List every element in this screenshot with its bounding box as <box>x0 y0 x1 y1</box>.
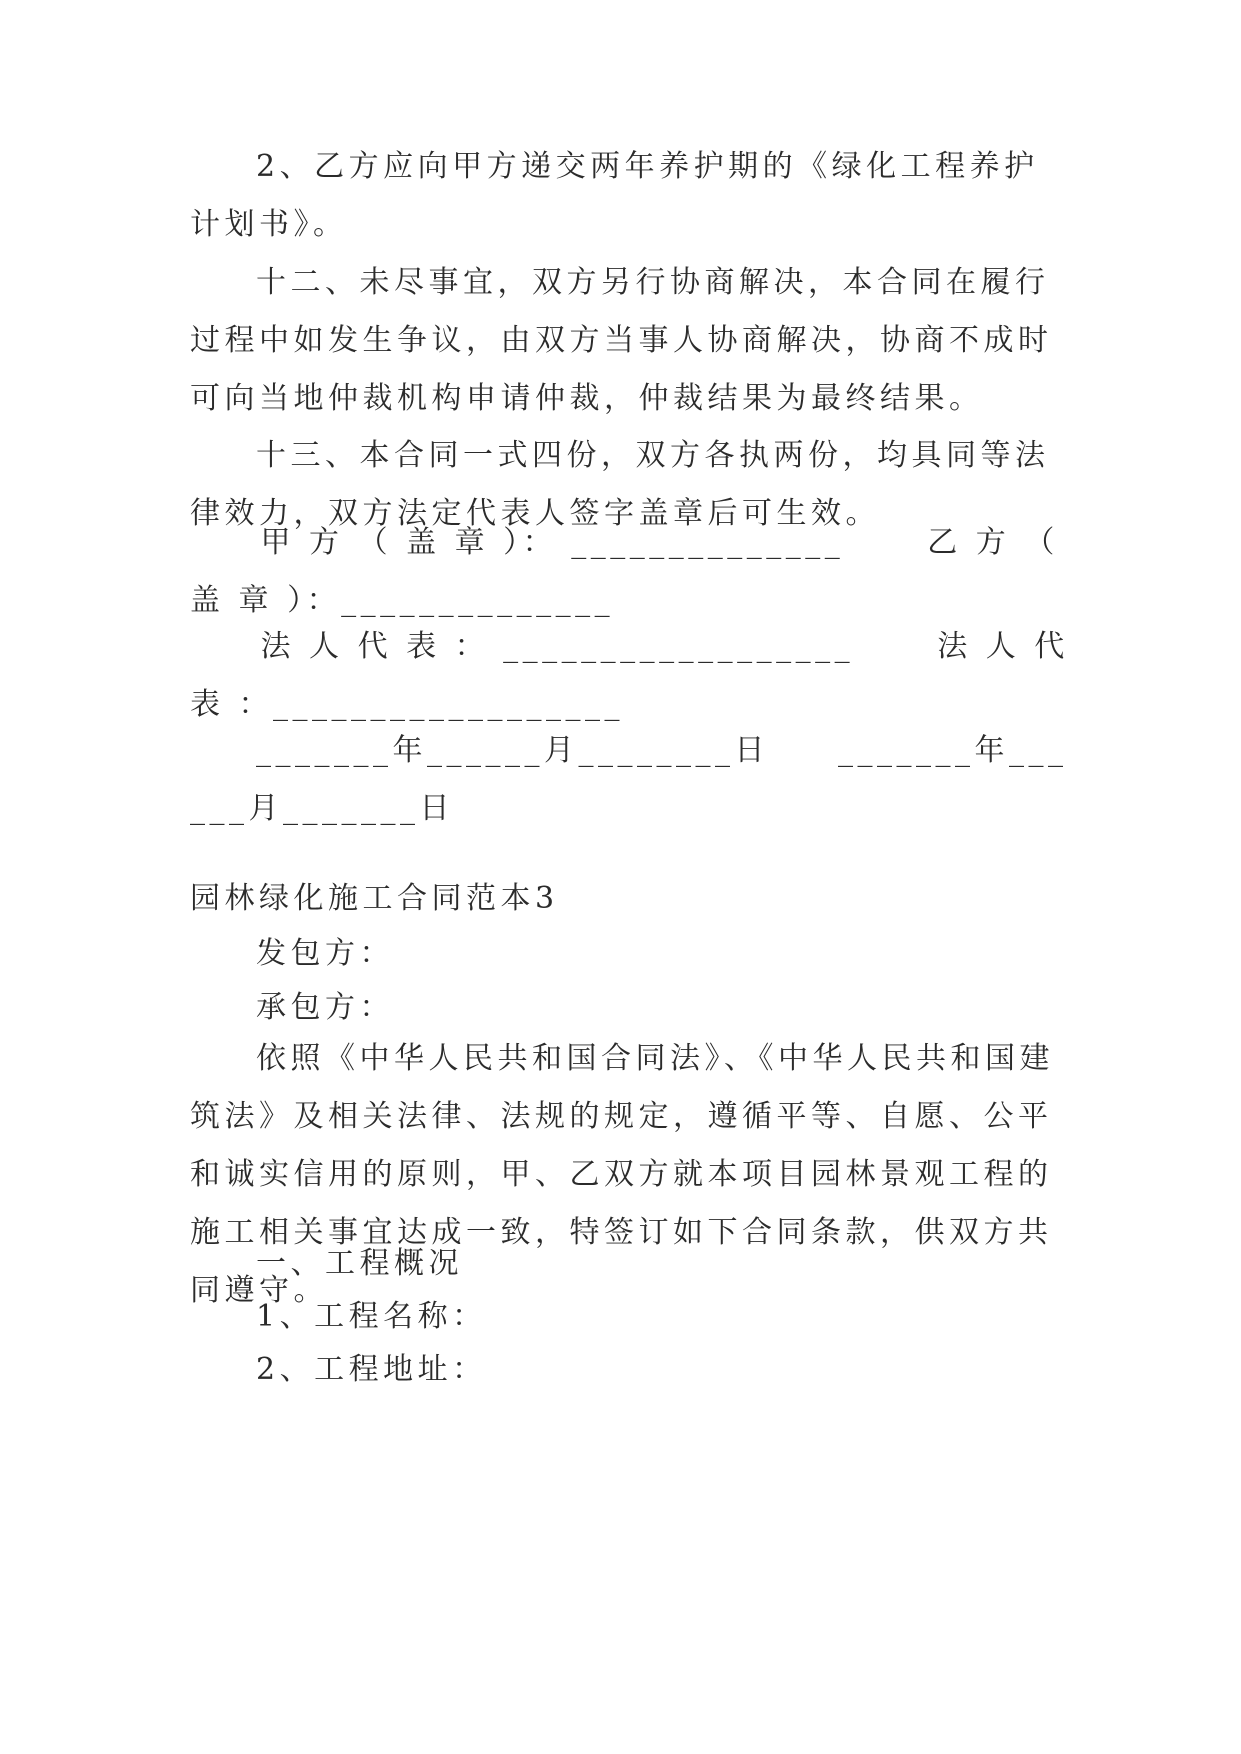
clause-maintenance-plan: 2、乙方应向甲方递交两年养护期的《绿化工程养护计划书》。 <box>190 149 1039 242</box>
clause-twelve-disputes: 十二、未尽事宜，双方另行协商解决，本合同在履行过程中如发生争议，由双方当事人协商解决，协商不成时可向当地仲裁机构申请仲裁，仲裁结果为最终结果。 <box>190 265 1053 416</box>
project-name-field: 1、工程名称： <box>256 1299 487 1334</box>
seal-signature-line: 甲 方 （ 盖 章 ）： ______________ 乙 方 （ 盖 章 ）：______________ <box>190 525 1073 618</box>
clause-thirteen-copies: 十三、本合同一式四份，双方各执两份，均具同等法律效力，双方法定代表人签字盖章后可生效。 <box>190 438 1050 531</box>
section-one-heading: 一、工程概况 <box>256 1246 463 1281</box>
preamble-paragraph: 依照《中华人民共和国合同法》、《中华人民共和国建筑法》及相关法律、法规的规定，遵循平等、自愿、公平和诚实信用的原则，甲、乙双方就本项目园林景观工程的施工相关事宜达成一致，特签订如下合同条款，供双方共同遵守。 <box>190 1041 1054 1308</box>
section-title: 园林绿化施工合同范本3 <box>190 881 559 916</box>
project-address-field: 2、工程地址： <box>256 1352 487 1387</box>
contractor-field: 承包方： <box>256 990 394 1025</box>
date-signature-line: _______年______月________日 _______年______月_______日 <box>190 733 1068 826</box>
legal-rep-signature-line: 法 人 代 表 ： __________________ 法 人 代 表 ：__________________ <box>190 629 1083 722</box>
employer-field: 发包方： <box>256 936 394 971</box>
